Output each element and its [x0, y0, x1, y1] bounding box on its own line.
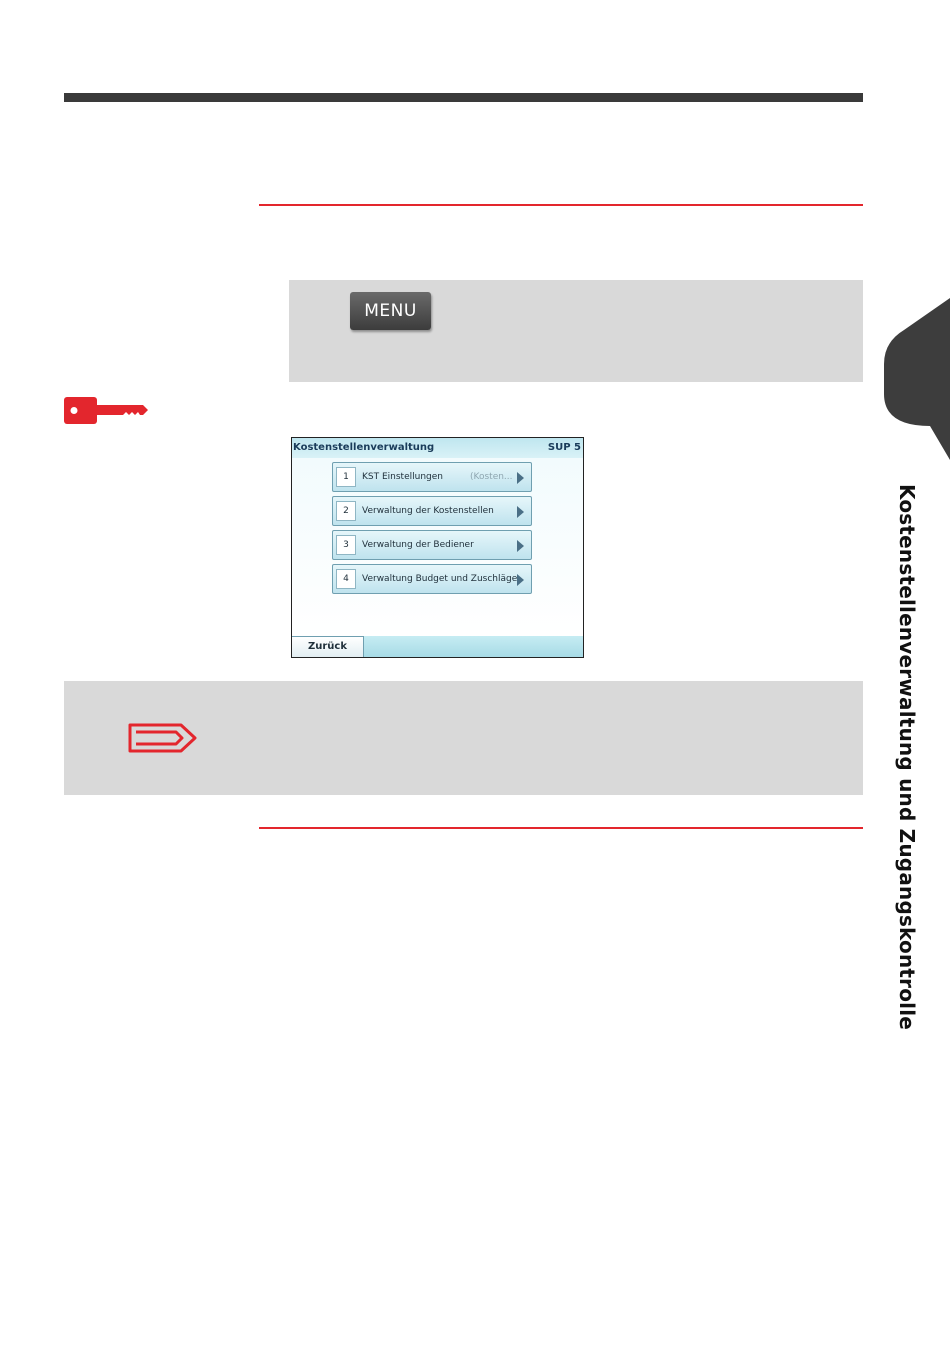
section-rule-bottom — [259, 827, 863, 829]
menu-item-label: Verwaltung Budget und Zuschläge — [362, 574, 518, 584]
menu-item-bediener[interactable] — [332, 530, 532, 560]
menu-item-value: (Kosten... — [470, 472, 513, 482]
chevron-right-icon — [517, 472, 524, 484]
menu-item-number: 3 — [336, 535, 356, 555]
device-screen — [291, 437, 584, 658]
back-button[interactable]: Zurück — [292, 636, 364, 657]
menu-item-kst-einstellungen[interactable] — [332, 462, 532, 492]
menu-item-label: Verwaltung der Kostenstellen — [362, 506, 494, 516]
menu-item-budget[interactable] — [332, 564, 532, 594]
menu-key-button[interactable] — [350, 292, 431, 330]
menu-item-kostenstellen[interactable] — [332, 496, 532, 526]
screen-header — [292, 438, 583, 458]
chevron-right-icon — [517, 540, 524, 552]
menu-item-number: 4 — [336, 569, 356, 589]
paperclip-icon — [126, 722, 198, 754]
key-icon — [64, 396, 148, 426]
menu-item-number: 1 — [336, 467, 356, 487]
menu-key-label: MENU — [364, 301, 417, 321]
chapter-tab — [884, 298, 950, 460]
header-rule — [64, 93, 863, 102]
section-rule-top — [259, 204, 863, 206]
chevron-right-icon — [517, 574, 524, 586]
screen-title: Kostenstellenverwaltung — [293, 442, 435, 453]
screen-footer — [292, 636, 583, 657]
menu-item-label: Verwaltung der Bediener — [362, 540, 474, 550]
chevron-right-icon — [517, 506, 524, 518]
screen-code: SUP 5 — [547, 442, 581, 453]
menu-item-label: KST Einstellungen — [362, 472, 443, 482]
menu-item-number: 2 — [336, 501, 356, 521]
chapter-title: Kostenstellenverwaltung und Zugangskontrolle — [895, 484, 919, 1031]
screen-body — [292, 458, 583, 636]
